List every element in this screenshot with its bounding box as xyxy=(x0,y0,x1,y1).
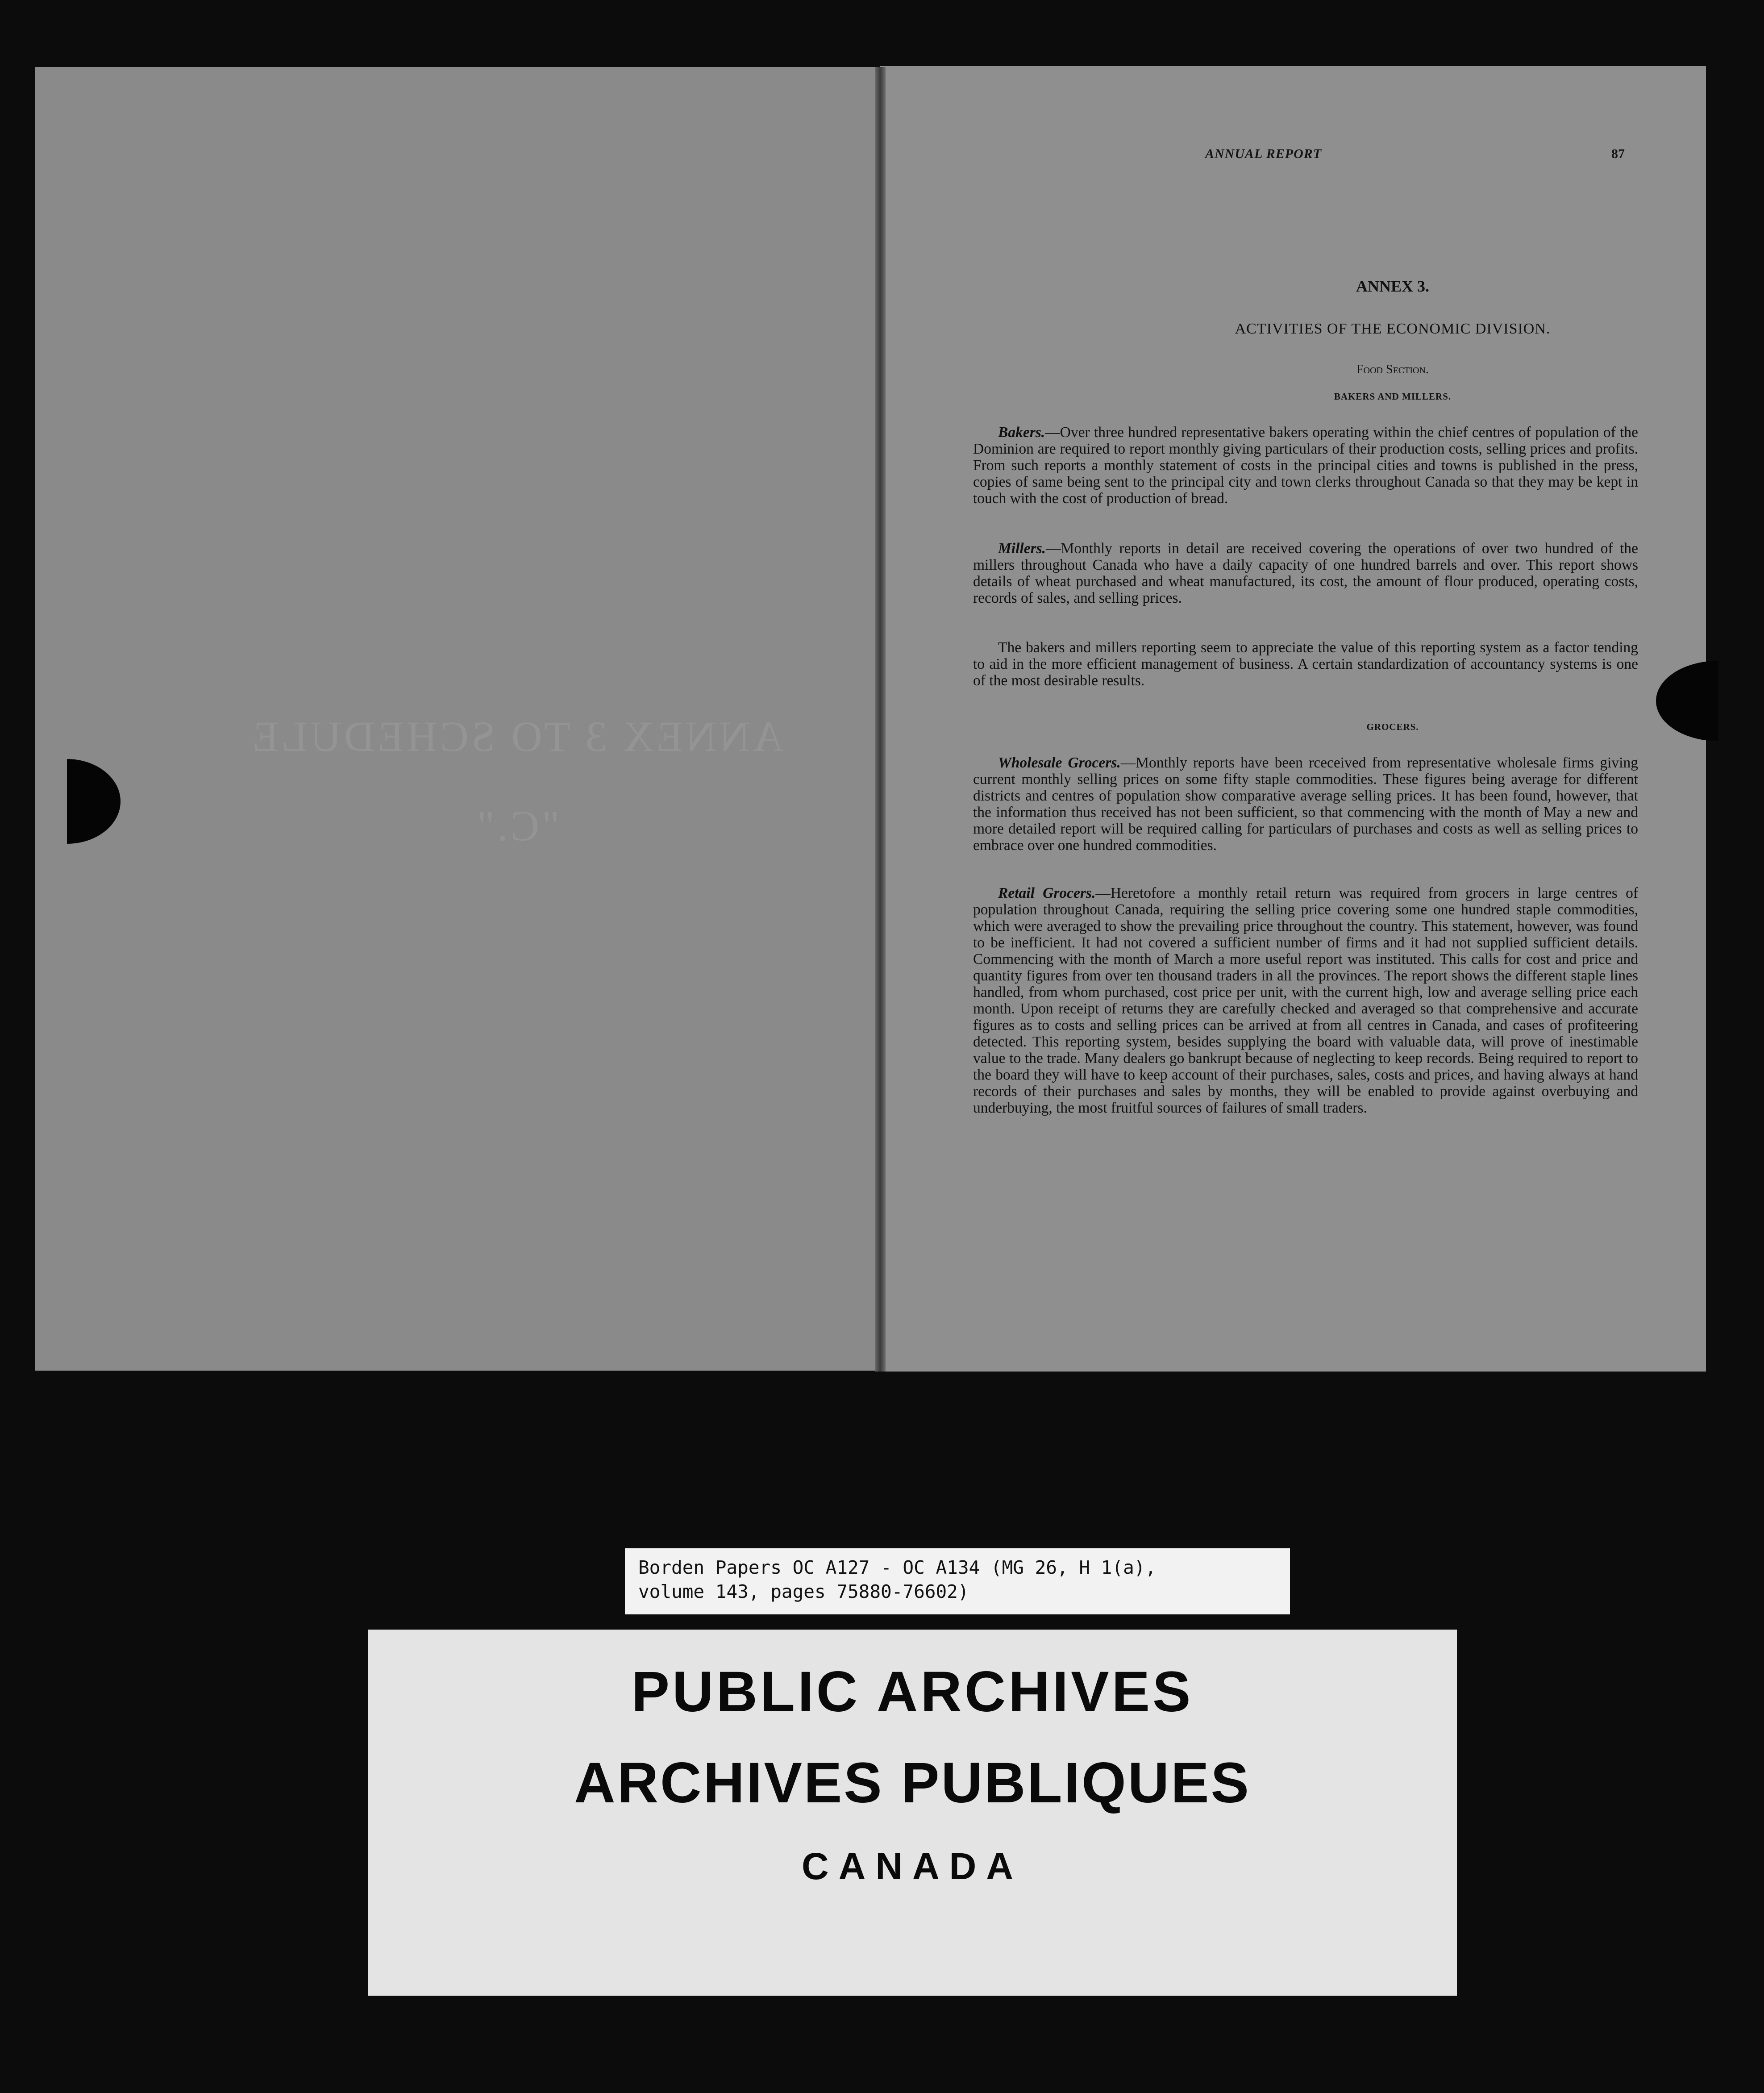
archives-card xyxy=(368,1630,1457,1996)
millers-paragraph xyxy=(973,540,1638,606)
card-line-public-archives: PUBLIC ARCHIVES xyxy=(631,1660,1194,1724)
mirrored-bleed-text: ANNEX 3 TO SCHEDULE "C." xyxy=(250,713,784,850)
millers-lead: Millers. xyxy=(998,540,1046,557)
division-title: ACTIVITIES OF THE ECONOMIC DIVISION. xyxy=(1235,321,1551,337)
millers-text: —Monthly reports in detail are received covering the operations of over two hundred of the millers throughout Canada who have a daily capacity of one hundred barrels and over. This report shows details of wheat purchased and wheat manufactured, its cost, the amount of flour produced, operating costs, records of sales, and selling prices. xyxy=(973,540,1638,606)
retail-lead: Retail Grocers. xyxy=(998,885,1096,901)
book-spine xyxy=(875,67,886,1372)
retail-text: —Heretofore a monthly retail return was required from grocers in large centres of population throughout Canada, requiring the selling price covering some one hundred staple commodities, which were averaged to show the prevailing price throughout the country. This statement, however, was found to be inefficient. It had not covered a sufficient number of firms and it had not supplied sufficient details. Commencing with the month of March a more useful report was instituted. This calls for cost and price and quantity figures from over ten thousand traders in all the provinces. The report shows the different staple lines handled, from whom purchased, cost price per unit, with the current high, low and average selling price each month. Upon receipt of returns they are carefully checked and averaged so that comprehensive and accurate figures as to costs and selling prices can be arrived at from all centres in Canada, and cases of profiteering detected. This reporting system, besides supplying the board with valuable data, will prove of inestimable value to the trade. Many dealers go bankrupt because of neglecting to keep records. Being required to report to the board they will have to keep account of their purchases, sales, costs and prices, and having always at hand records of their purchases and sales by months, they will be enabled to provide against overbuying and underbuying, the most fruitful sources of failures of small traders. xyxy=(973,885,1638,1116)
card-line-canada: CANADA xyxy=(802,1845,1023,1887)
card-line-archives-publiques: ARCHIVES PUBLIQUES xyxy=(574,1751,1251,1815)
bakers-lead: Bakers. xyxy=(998,424,1045,441)
call-number-line-2: volume 143, pages 75880-76602) xyxy=(638,1581,969,1602)
closing-paragraph: The bakers and millers reporting seem to appreciate the value of this reporting system as a factor tending to aid in the more efficient management of business. A certain standardization of accountancy systems is one of the most desirable results. xyxy=(973,639,1638,689)
wholesale-paragraph xyxy=(973,755,1638,854)
call-number-label xyxy=(625,1548,1290,1614)
bakers-text: —Over three hundred representative bakers operating within the chief centres of population of the Dominion are required to report monthly giving particulars of their production costs, selling prices and profits. From such reports a monthly statement of costs in the principal cities and towns is published in the press, copies of same being sent to the principal city and town clerks throughout Canada so that they may be kept in touch with the cost of production of bread. xyxy=(973,424,1638,507)
wholesale-lead: Wholesale Grocers. xyxy=(998,755,1121,771)
grocers-heading: GROCERS. xyxy=(1366,721,1419,732)
call-number-line-1: Borden Papers OC A127 - OC A134 (MG 26, H 1(a), xyxy=(638,1557,1157,1578)
right-page xyxy=(880,66,1706,1372)
section-title: Food Section. xyxy=(1356,363,1429,376)
wholesale-text: —Monthly reports have been rceceived from representative wholesale firms giving current monthly selling prices on some fifty staple commodities. These figures being average for different districts and centres of population show comparative average selling prices. It has been found, however, that the information thus received has not been sufficient, so that commencing with the month of May a new and more detailed report will be required calling for particulars of purchases and costs as well as selling prices to embrace over one hundred commodities. xyxy=(973,755,1638,854)
retail-paragraph xyxy=(973,885,1638,1116)
bakers-paragraph xyxy=(973,424,1638,507)
bakers-millers-heading: BAKERS AND MILLERS. xyxy=(1334,391,1452,402)
annex-title: ANNEX 3. xyxy=(1356,277,1429,295)
running-header xyxy=(1205,146,1625,169)
left-page xyxy=(35,67,887,1371)
running-head: ANNUAL REPORT xyxy=(1205,146,1322,161)
page-number: 87 xyxy=(1611,146,1625,161)
